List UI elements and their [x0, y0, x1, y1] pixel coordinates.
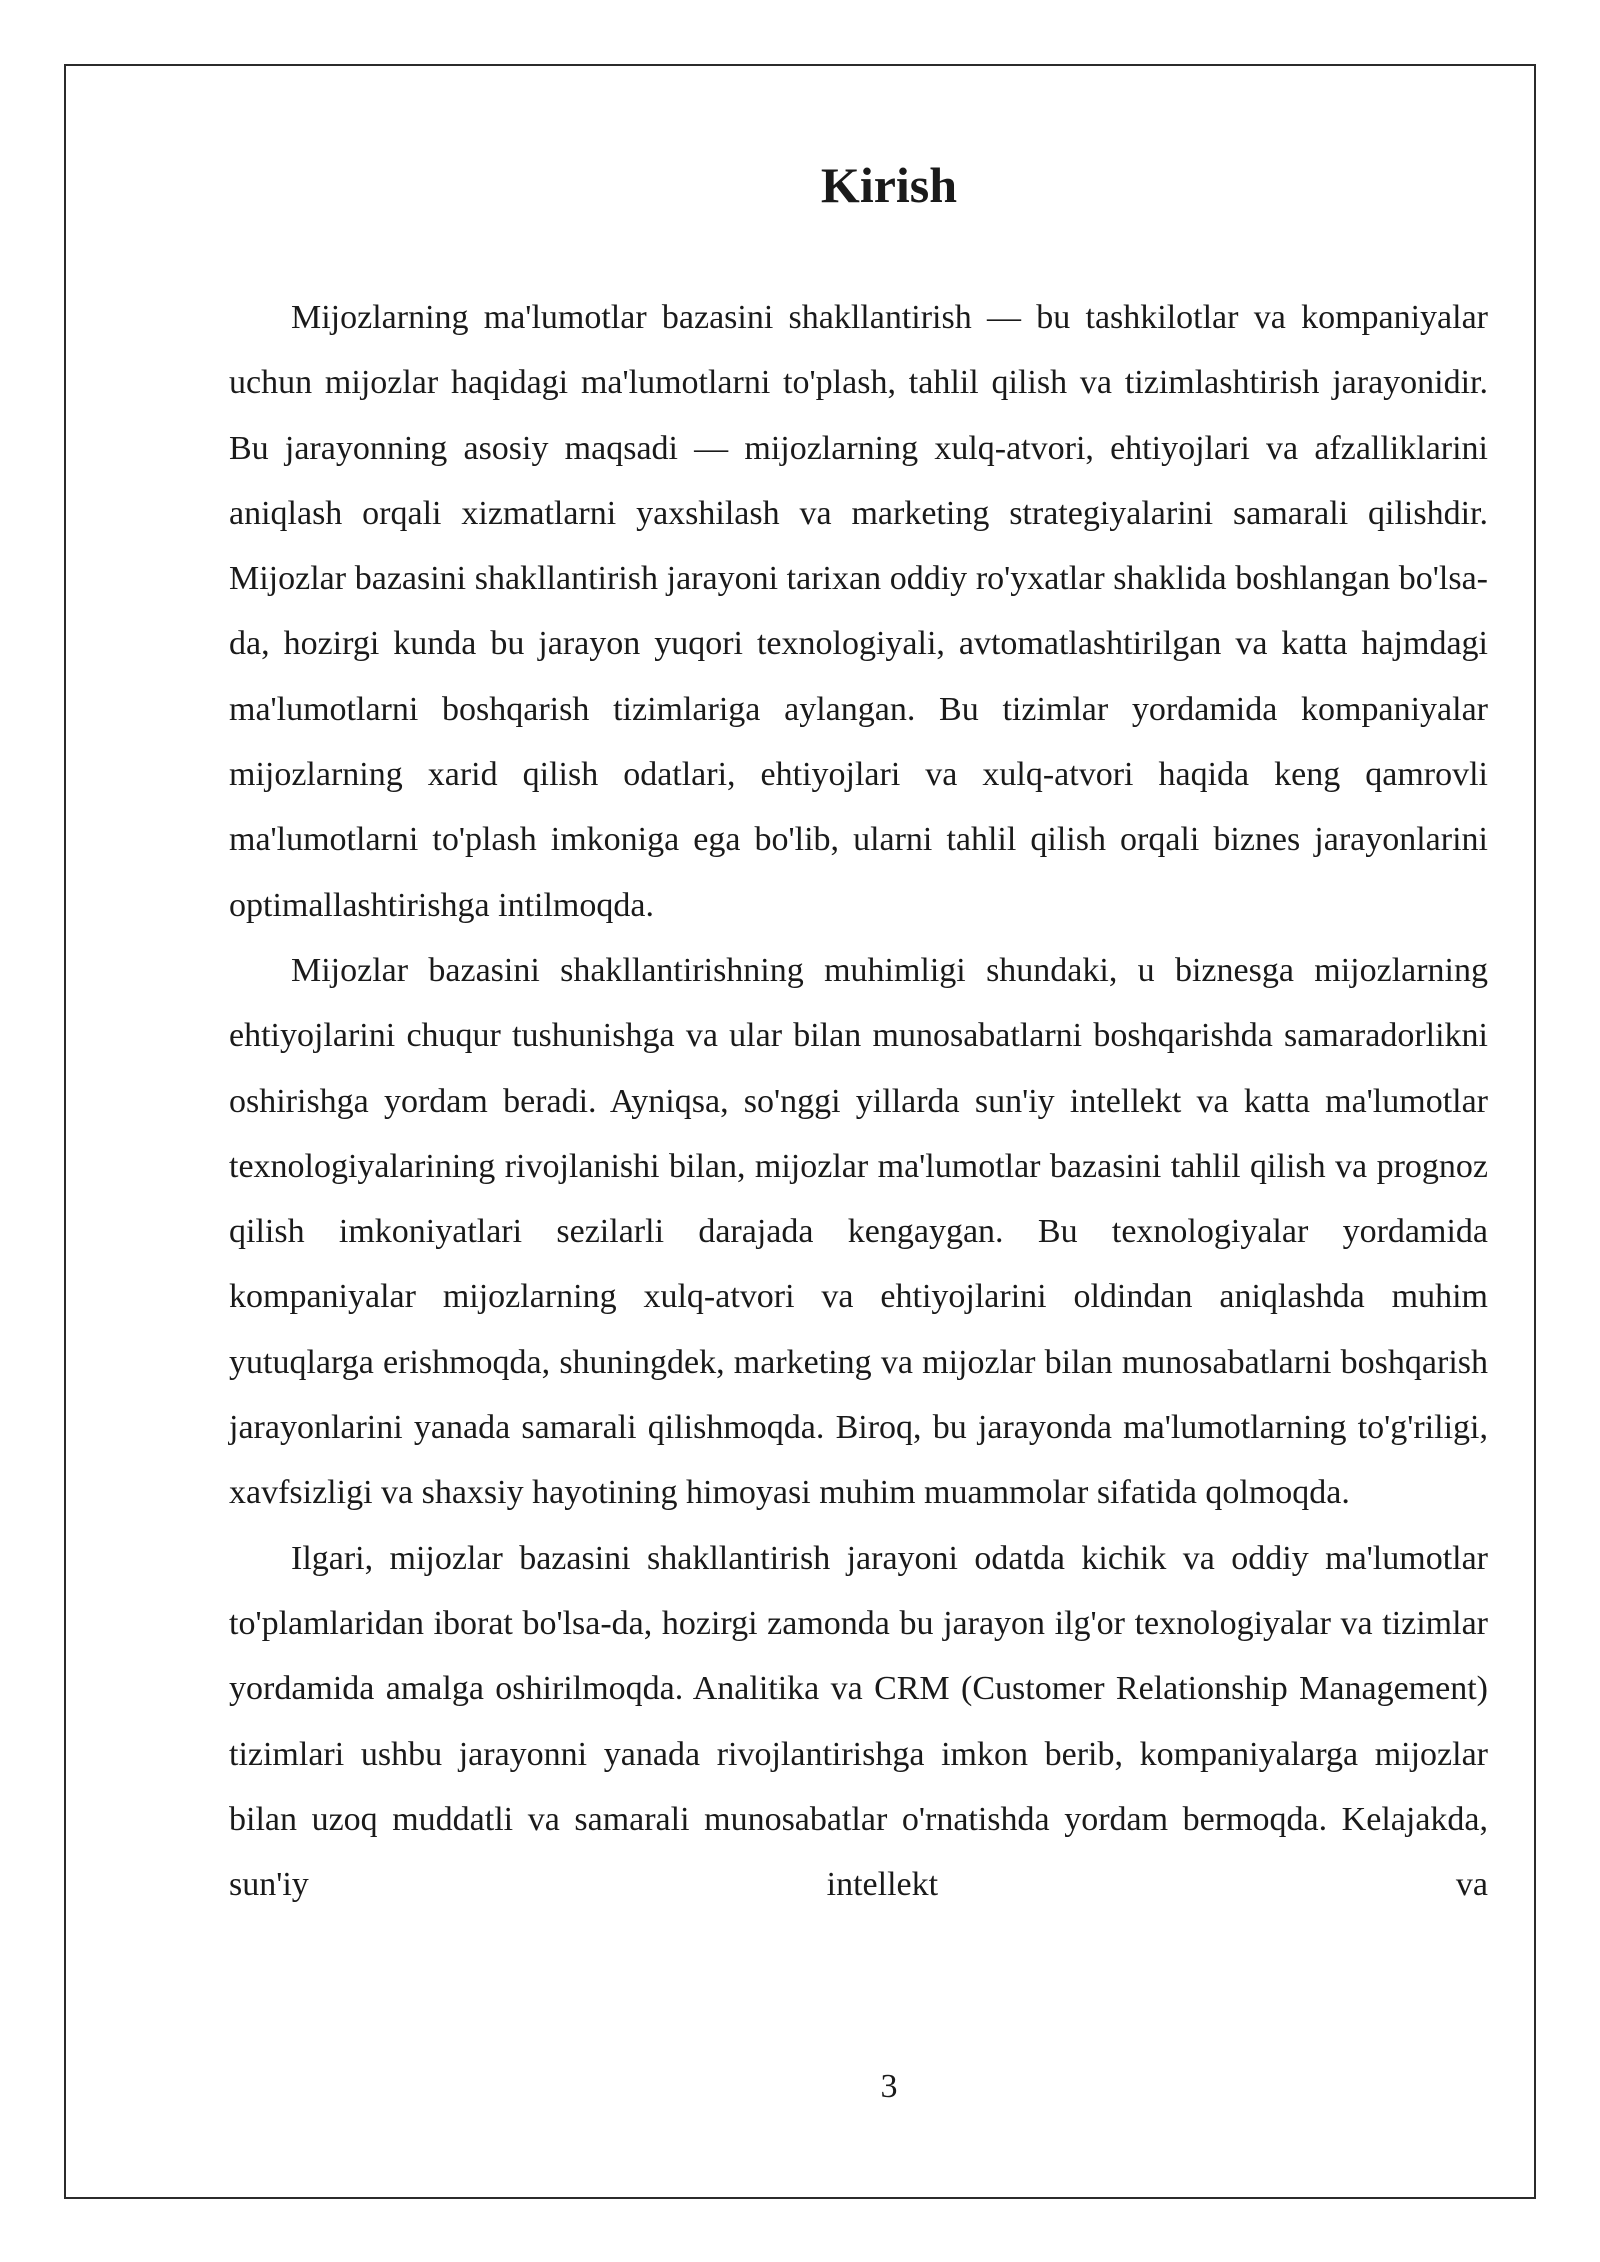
paragraph-2: Mijozlar bazasini shakllantirishning muhimligi shundaki, u biznesga mijozlarning ehtiyojlarini chuqur tushunishga va ular bilan munosabatlarni boshqarishda samaradorlikni oshirishga yordam beradi. Ayniqsa, so'nggi yillarda sun'iy intellekt va katta ma'lumotlar texnologiyalarining rivojlanishi bilan, mijozlar ma'lumotlar bazasini tahlil qilish va prognoz qilish imkoniyatlari sezilarli darajada kengaygan. Bu texnologiyalar yordamida kompaniyalar mijozlarning xulq-atvori va ehtiyojlarini oldindan aniqlashda muhim yutuqlarga erishmoqda, shuningdek, marketing va mijozlar bilan munosabatlarni boshqarish jarayonlarini yanada samarali qilishmoqda. Biroq, bu jarayonda ma'lumotlarning to'g'riligi, xavfsizligi va shaxsiy hayotining himoyasi muhim muammolar sifatida qolmoqda.: [229, 951, 1488, 1512]
body-text: [229, 285, 1488, 1917]
page-title: Kirish: [820, 157, 958, 213]
paragraph-1: Mijozlarning ma'lumotlar bazasini shakllantirish — bu tashkilotlar va kompaniyalar uchun mijozlar haqidagi ma'lumotlarni to'plash, tahlil qilish va tizimlashtirish jarayonidir. Bu jarayonning asosiy maqsadi — mijozlarning xulq-atvori, ehtiyojlari va afzalliklarini aniqlash orqali xizmatlarni yaxshilash va marketing strategiyalarini samarali qilishdir. Mijozlar bazasini shakllantirish jarayoni tarixan oddiy ro'yxatlar shaklida boshlangan bo'lsa-da, hozirgi kunda bu jarayon yuqori texnologiyali, avtomatlashtirilgan va katta hajmdagi ma'lumotlarni boshqarish tizimlariga aylangan. Bu tizimlar yordamida kompaniyalar mijozlarning xarid qilish odatlari, ehtiyojlari va xulq-atvori haqida keng qamrovli ma'lumotlarni to'plash imkoniga ega bo'lib, ularni tahlil qilish orqali biznes jarayonlarini optimallashtirishga intilmoqda.: [229, 299, 1488, 924]
paragraph-3: Ilgari, mijozlar bazasini shakllantirish jarayoni odatda kichik va oddiy ma'lumotlar to'plamlaridan iborat bo'lsa-da, hozirgi zamonda bu jarayon ilg'or texnologiyalar va tizimlar yordamida amalga oshirilmoqda. Analitika va CRM (Customer Relationship Management) tizimlari ushbu jarayonni yanada rivojlantirishga imkon berib, kompaniyalarga mijozlar bilan uzoq muddatli va samarali munosabatlar o'rnatishda yordam bermoqda. Kelajakda, sun'iy intellekt va: [229, 1539, 1488, 1904]
page-number: 3: [880, 2068, 898, 2105]
